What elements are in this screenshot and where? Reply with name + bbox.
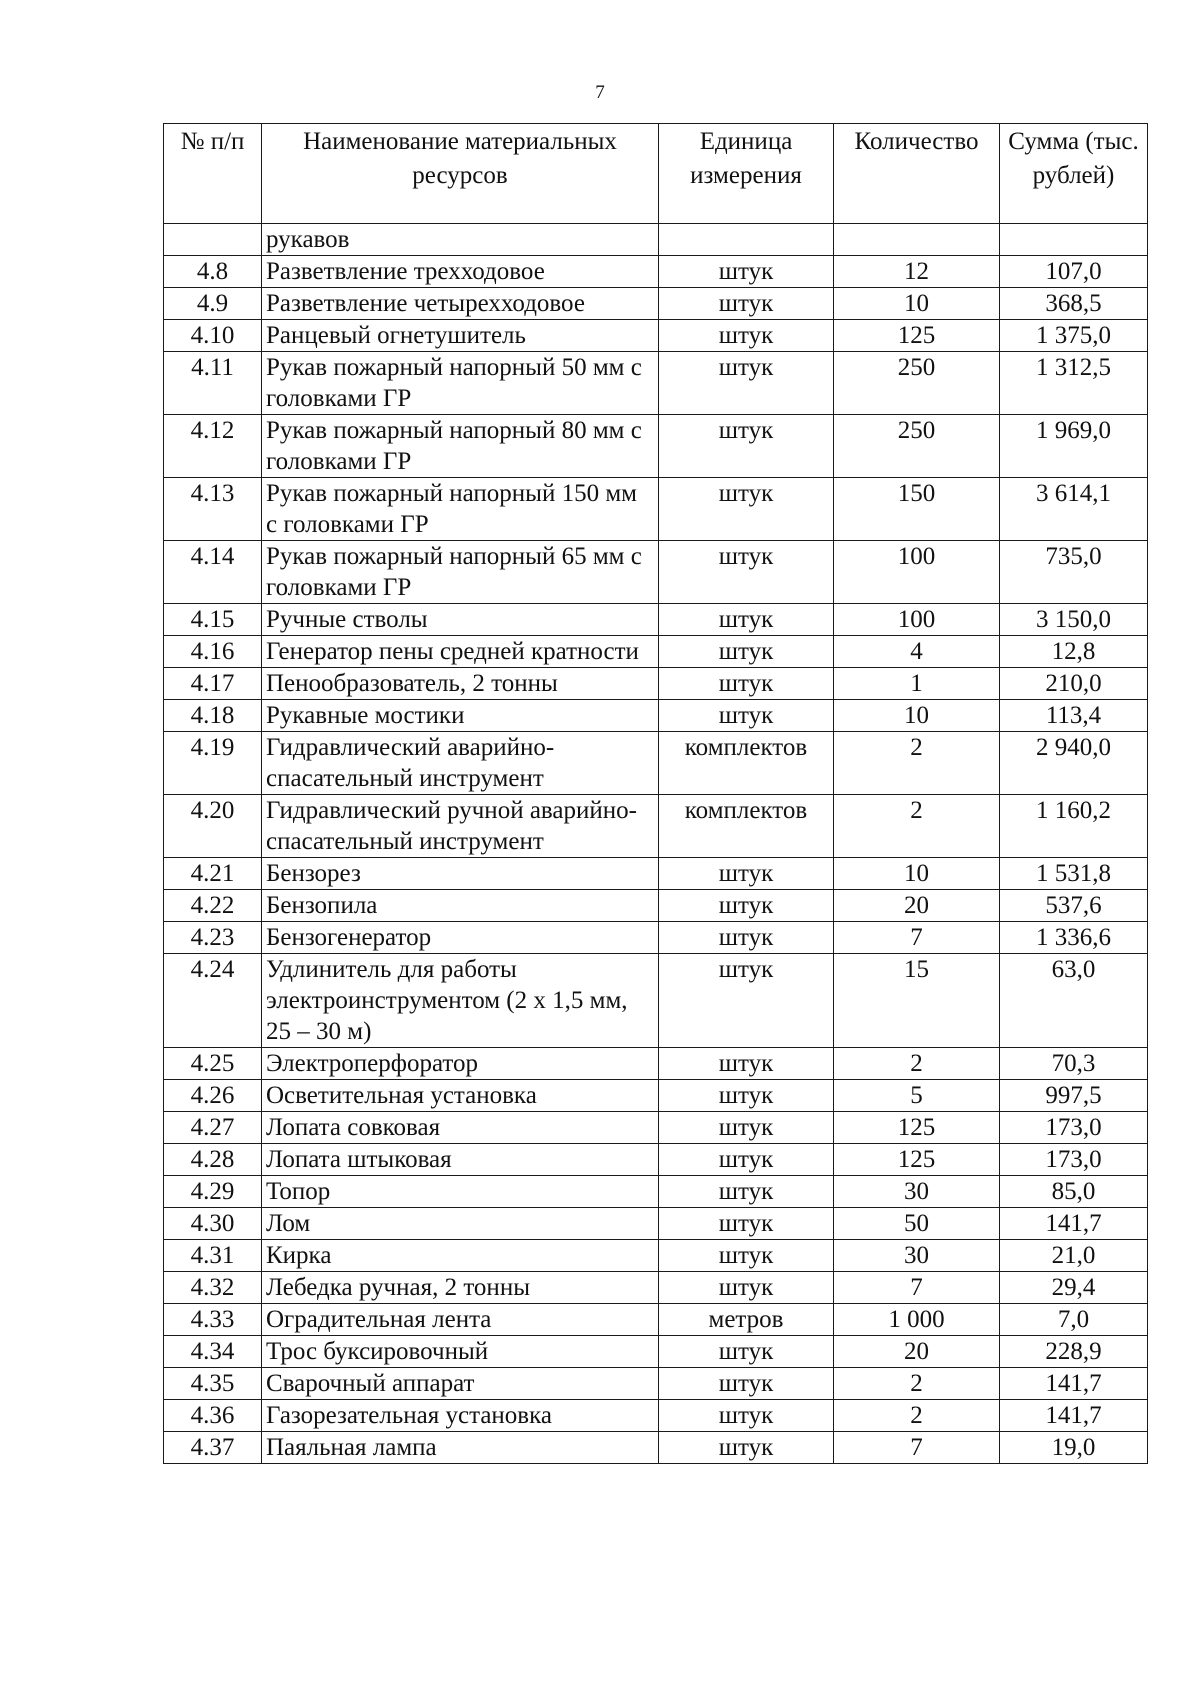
header-sum: Сумма (тыс. рублей) [1000,124,1148,224]
table-row [164,256,1148,288]
cell-name: Лебедка ручная, 2 тонны [262,1272,659,1304]
cell-name: Рукав пожарный напорный 150 мм с головками ГР [262,478,659,541]
table-header [164,124,1148,224]
cell-sum: 19,0 [1000,1432,1148,1464]
cell-sum: 735,0 [1000,541,1148,604]
cell-num: 4.27 [164,1112,262,1144]
cell-name: Рукавные мостики [262,700,659,732]
table-row [164,288,1148,320]
table-row [164,1112,1148,1144]
table-row [164,795,1148,858]
cell-name: Пенообразователь, 2 тонны [262,668,659,700]
cell-qty: 4 [834,636,1000,668]
cell-unit: штук [659,604,834,636]
cell-sum: 141,7 [1000,1400,1148,1432]
cell-sum: 29,4 [1000,1272,1148,1304]
table-row [164,858,1148,890]
cell-unit: штук [659,1176,834,1208]
cell-unit: штук [659,1112,834,1144]
cell-qty: 20 [834,1336,1000,1368]
cell-name: Удлинитель для работы электроинструментом (2 х 1,5 мм, 25 – 30 м) [262,954,659,1048]
cell-name: Топор [262,1176,659,1208]
cell-unit: штук [659,1400,834,1432]
cell-qty: 250 [834,415,1000,478]
cell-num: 4.28 [164,1144,262,1176]
cell-name: Оградительная лента [262,1304,659,1336]
cell-qty: 7 [834,922,1000,954]
cell-num: 4.14 [164,541,262,604]
cell-qty: 30 [834,1240,1000,1272]
cell-num: 4.29 [164,1176,262,1208]
cell-num: 4.35 [164,1368,262,1400]
cell-qty: 7 [834,1272,1000,1304]
cell-unit: штук [659,890,834,922]
header-num: № п/п [164,124,262,224]
cell-sum: 368,5 [1000,288,1148,320]
cell-sum: 63,0 [1000,954,1148,1048]
cell-name: Газорезательная установка [262,1400,659,1432]
cell-name: Электроперфоратор [262,1048,659,1080]
table-row [164,1272,1148,1304]
cell-num: 4.31 [164,1240,262,1272]
cell-name: Гидравлический аварийно-спасательный инструмент [262,732,659,795]
table-row [164,478,1148,541]
cell-name: Осветительная установка [262,1080,659,1112]
cell-unit: метров [659,1304,834,1336]
cell-name: Рукав пожарный напорный 80 мм с головками ГР [262,415,659,478]
cell-name: Лом [262,1208,659,1240]
table-row [164,890,1148,922]
table-row [164,1336,1148,1368]
cell-sum: 21,0 [1000,1240,1148,1272]
cell-qty: 125 [834,1112,1000,1144]
cell-num: 4.22 [164,890,262,922]
cell-name: Ранцевый огнетушитель [262,320,659,352]
table-row [164,636,1148,668]
cell-qty: 2 [834,795,1000,858]
cell-unit: штук [659,1432,834,1464]
cell-qty: 125 [834,320,1000,352]
cell-unit: штук [659,541,834,604]
page-number: 7 [595,82,605,103]
cell-unit: штук [659,1368,834,1400]
table-row [164,1304,1148,1336]
cell-name: Сварочный аппарат [262,1368,659,1400]
cell-unit: штук [659,954,834,1048]
cell-num: 4.15 [164,604,262,636]
cell-unit: штук [659,1080,834,1112]
cell-qty: 12 [834,256,1000,288]
table-row [164,1240,1148,1272]
cell-sum: 2 940,0 [1000,732,1148,795]
cell-name: Рукав пожарный напорный 50 мм с головками ГР [262,352,659,415]
cell-qty: 10 [834,700,1000,732]
cell-sum: 210,0 [1000,668,1148,700]
cell-sum [1000,224,1148,256]
cell-name: Разветвление четырехходовое [262,288,659,320]
cell-num: 4.32 [164,1272,262,1304]
cell-sum: 70,3 [1000,1048,1148,1080]
cell-name: Лопата совковая [262,1112,659,1144]
cell-qty: 5 [834,1080,1000,1112]
cell-qty: 20 [834,890,1000,922]
cell-num: 4.33 [164,1304,262,1336]
cell-num: 4.18 [164,700,262,732]
header-qty: Количество [834,124,1000,224]
cell-sum: 1 375,0 [1000,320,1148,352]
cell-sum: 141,7 [1000,1208,1148,1240]
table-row [164,668,1148,700]
cell-unit: штук [659,1336,834,1368]
cell-num: 4.26 [164,1080,262,1112]
cell-sum: 997,5 [1000,1080,1148,1112]
cell-num: 4.25 [164,1048,262,1080]
table-row [164,732,1148,795]
cell-name: Гидравлический ручной аварийно-спасательный инструмент [262,795,659,858]
cell-qty: 2 [834,1048,1000,1080]
cell-sum: 1 160,2 [1000,795,1148,858]
cell-unit: штук [659,352,834,415]
cell-qty: 125 [834,1144,1000,1176]
cell-qty: 10 [834,858,1000,890]
cell-qty: 100 [834,541,1000,604]
cell-unit: штук [659,320,834,352]
cell-num: 4.17 [164,668,262,700]
header-unit: Единица измерения [659,124,834,224]
cell-unit: штук [659,636,834,668]
table-row [164,352,1148,415]
cell-name: Ручные стволы [262,604,659,636]
cell-unit: штук [659,1208,834,1240]
cell-num: 4.34 [164,1336,262,1368]
cell-qty: 7 [834,1432,1000,1464]
cell-name: Лопата штыковая [262,1144,659,1176]
cell-unit: штук [659,700,834,732]
table-row [164,320,1148,352]
table-row [164,700,1148,732]
cell-num: 4.23 [164,922,262,954]
cell-num: 4.12 [164,415,262,478]
cell-name: Разветвление трехходовое [262,256,659,288]
cell-qty: 250 [834,352,1000,415]
cell-name: Рукав пожарный напорный 65 мм с головками ГР [262,541,659,604]
cell-unit: штук [659,858,834,890]
cell-unit: штук [659,1144,834,1176]
cell-name: Кирка [262,1240,659,1272]
cell-unit: штук [659,1048,834,1080]
cell-qty: 100 [834,604,1000,636]
cell-sum: 1 531,8 [1000,858,1148,890]
cell-name: Бензогенератор [262,922,659,954]
cell-qty: 30 [834,1176,1000,1208]
table-body [164,224,1148,1464]
cell-qty: 150 [834,478,1000,541]
cell-qty: 10 [834,288,1000,320]
cell-num: 4.24 [164,954,262,1048]
cell-name: Бензопила [262,890,659,922]
cell-num: 4.11 [164,352,262,415]
table-row [164,1432,1148,1464]
cell-num: 4.19 [164,732,262,795]
cell-name: Генератор пены средней кратности [262,636,659,668]
table-row [164,1208,1148,1240]
cell-sum: 3 614,1 [1000,478,1148,541]
cell-num: 4.36 [164,1400,262,1432]
cell-sum: 173,0 [1000,1144,1148,1176]
cell-unit: штук [659,288,834,320]
table-row [164,954,1148,1048]
cell-sum: 537,6 [1000,890,1148,922]
cell-name: Бензорез [262,858,659,890]
cell-qty: 2 [834,1400,1000,1432]
table-row [164,415,1148,478]
cell-unit: штук [659,668,834,700]
table-row [164,1368,1148,1400]
cell-unit: штук [659,1272,834,1304]
cell-unit: штук [659,415,834,478]
cell-sum: 141,7 [1000,1368,1148,1400]
cell-num: 4.8 [164,256,262,288]
table-row [164,1144,1148,1176]
table-row-continuation [164,224,1148,256]
cell-unit [659,224,834,256]
cell-sum: 107,0 [1000,256,1148,288]
cell-sum: 228,9 [1000,1336,1148,1368]
cell-sum: 12,8 [1000,636,1148,668]
cell-num [164,224,262,256]
cell-sum: 1 336,6 [1000,922,1148,954]
cell-qty: 50 [834,1208,1000,1240]
cell-num: 4.21 [164,858,262,890]
cell-unit: штук [659,922,834,954]
cell-num: 4.10 [164,320,262,352]
resources-table [163,123,1148,1464]
table-row [164,1400,1148,1432]
cell-qty: 1 [834,668,1000,700]
cell-name: Трос буксировочный [262,1336,659,1368]
table-row [164,1176,1148,1208]
cell-sum: 7,0 [1000,1304,1148,1336]
cell-unit: штук [659,478,834,541]
cell-sum: 3 150,0 [1000,604,1148,636]
table-row [164,604,1148,636]
cell-unit: комплектов [659,732,834,795]
table-row [164,922,1148,954]
cell-num: 4.20 [164,795,262,858]
cell-qty: 2 [834,732,1000,795]
table-row [164,1080,1148,1112]
cell-name: Паяльная лампа [262,1432,659,1464]
cell-qty: 1 000 [834,1304,1000,1336]
cell-qty: 15 [834,954,1000,1048]
cell-num: 4.13 [164,478,262,541]
cell-name: рукавов [262,224,659,256]
cell-num: 4.9 [164,288,262,320]
cell-sum: 85,0 [1000,1176,1148,1208]
cell-unit: штук [659,1240,834,1272]
cell-qty [834,224,1000,256]
header-name: Наименование материальных ресурсов [262,124,659,224]
table-row [164,541,1148,604]
cell-unit: штук [659,256,834,288]
cell-sum: 173,0 [1000,1112,1148,1144]
cell-qty: 2 [834,1368,1000,1400]
cell-num: 4.16 [164,636,262,668]
cell-unit: комплектов [659,795,834,858]
cell-num: 4.37 [164,1432,262,1464]
table-row [164,1048,1148,1080]
cell-num: 4.30 [164,1208,262,1240]
cell-sum: 1 969,0 [1000,415,1148,478]
cell-sum: 113,4 [1000,700,1148,732]
cell-sum: 1 312,5 [1000,352,1148,415]
